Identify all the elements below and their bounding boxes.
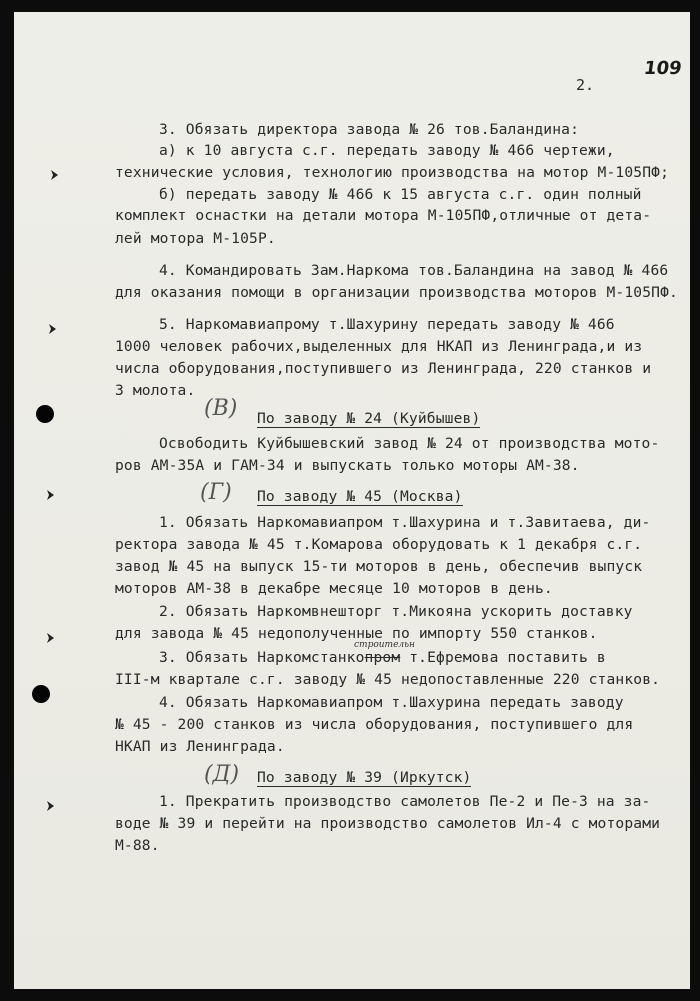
text-line: для завода № 45 недополученные по импорту 550 станков. (115, 625, 598, 642)
text-line: 1. Прекратить производство самолетов Пе-2 и Пе-3 на за- (159, 793, 651, 810)
text-line: технические условия, технологию производства на мотор М-105ПФ; (115, 164, 670, 181)
text-line: 1. Обязать Наркомавиапром т.Шахурина и т.Завитаева, ди- (159, 514, 651, 531)
text-line: ректора завода № 45 т.Комарова оборудовать к 1 декабря с.г. (115, 536, 643, 553)
staple-mark-icon (45, 490, 55, 500)
text-line: для оказания помощи в организации производства моторов М-105ПФ. (115, 284, 678, 301)
text-line: М-88. (115, 837, 160, 854)
typed-page-number: 2. (576, 76, 595, 94)
text-line: числа оборудования,поступившего из Ленинграда, 220 станков и (115, 360, 652, 377)
text-line: 4. Командировать Зам.Наркома тов.Баландина на завод № 466 (159, 262, 669, 279)
text-line: 3. Обязать директора завода № 26 тов.Баландина: (159, 121, 580, 138)
text-line: 4. Обязать Наркомавиапром т.Шахурина передать заводу (159, 694, 624, 711)
staple-mark-icon (45, 801, 55, 811)
text-line: завод № 45 на выпуск 15-ти моторов в день, обеспечив выпуск (115, 558, 643, 575)
text-segment: т.Ефремова поставить в (400, 649, 606, 666)
text-line: лей мотора М-105Р. (115, 230, 276, 247)
staple-mark-icon (49, 170, 59, 180)
text-line: Освободить Куйбышевский завод № 24 от производства мото- (159, 435, 660, 452)
struck-text: пром (364, 649, 401, 666)
text-line: 3 молота. (115, 382, 196, 399)
handwritten-page-number: 109 (642, 58, 684, 79)
document-page (14, 12, 690, 989)
punch-hole (36, 405, 54, 423)
handwritten-section-letter: (Г) (200, 480, 232, 505)
staple-mark-icon (47, 324, 57, 334)
text-segment: 3. Обязать Наркомстанко (159, 649, 365, 666)
text-line: № 45 - 200 станков из числа оборудования, поступившего для (115, 716, 634, 733)
text-line: моторов АМ-38 в декабре месяце 10 моторов в день. (115, 580, 553, 597)
text-line: а) к 10 августа с.г. передать заводу № 466 чертежи, (159, 142, 615, 159)
text-line: б) передать заводу № 466 к 15 августа с.г. один полный (159, 186, 642, 203)
text-line: ров АМ-35А и ГАМ-34 и выпускать только моторы АМ-38. (115, 457, 580, 474)
text-line: НКАП из Ленинграда. (115, 738, 285, 755)
handwritten-section-letter: (В) (204, 396, 238, 421)
text-line: III-м квартале с.г. заводу № 45 недопоставленные 220 станков. (115, 671, 661, 688)
text-line: воде № 39 и перейти на производство самолетов Ил-4 с моторами (115, 815, 661, 832)
handwritten-section-letter: (Д) (204, 762, 240, 787)
punch-hole (32, 685, 50, 703)
text-line: 1000 человек рабочих,выделенных для НКАП из Ленинграда,и из (115, 338, 643, 355)
text-line: комплект оснастки на детали мотора М-105ПФ,отличные от дета- (115, 207, 652, 224)
text-line (159, 650, 606, 666)
text-line: 5. Наркомавиапрому т.Шахурину передать заводу № 466 (159, 316, 615, 333)
section-heading: По заводу № 39 (Иркутск) (257, 769, 472, 786)
handwritten-correction: строительн (354, 640, 415, 650)
section-heading: По заводу № 45 (Москва) (257, 488, 463, 505)
staple-mark-icon (45, 633, 55, 643)
text-line: 2. Обязать Наркомвнешторг т.Микояна ускорить доставку (159, 603, 633, 620)
section-heading: По заводу № 24 (Куйбышев) (257, 410, 481, 427)
